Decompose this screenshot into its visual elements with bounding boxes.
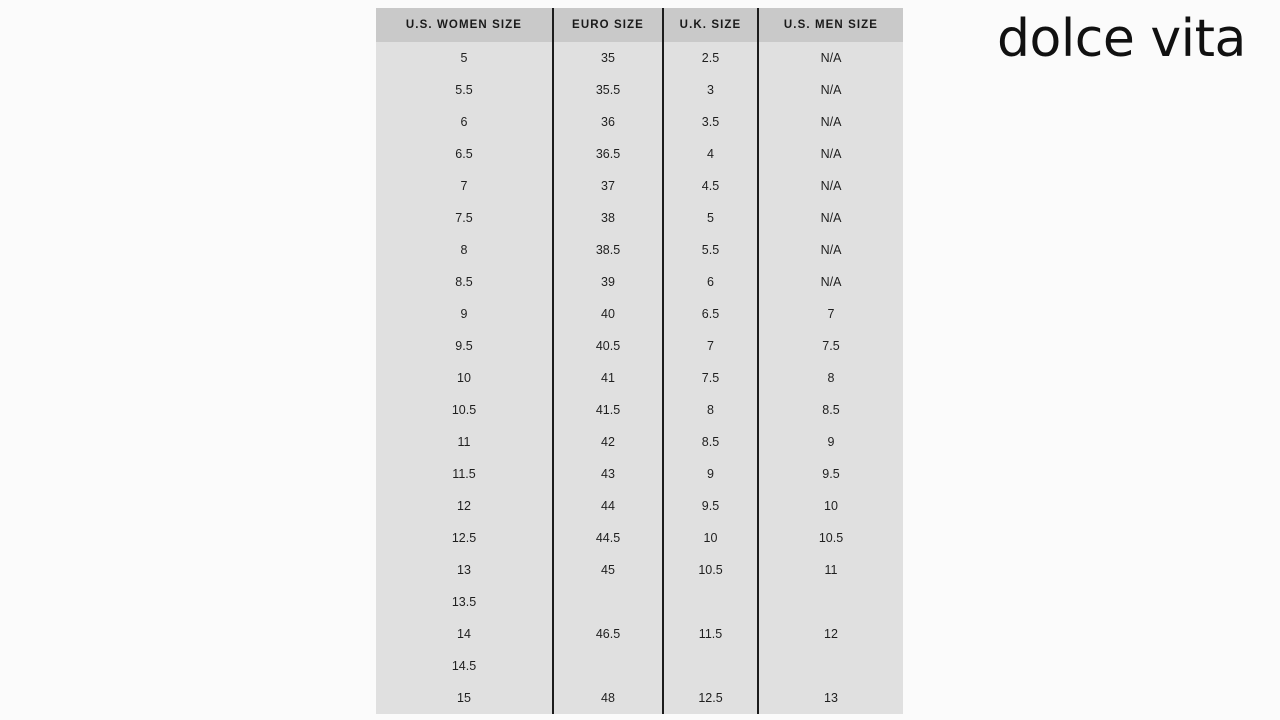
cell-us-men: 9 [758,426,903,458]
table-row [376,650,903,682]
cell-euro: 42 [553,426,663,458]
cell-us-men: N/A [758,202,903,234]
cell-uk: 5 [663,202,758,234]
cell-euro: 35.5 [553,74,663,106]
cell-uk: 4 [663,138,758,170]
cell-us-men: N/A [758,42,903,74]
cell-us-women: 12 [376,490,553,522]
cell-euro: 41.5 [553,394,663,426]
cell-euro: 36.5 [553,138,663,170]
cell-euro: 40 [553,298,663,330]
table-row [376,490,903,522]
cell-uk: 9.5 [663,490,758,522]
table-row [376,330,903,362]
table-row [376,362,903,394]
cell-us-women: 12.5 [376,522,553,554]
cell-euro: 41 [553,362,663,394]
cell-us-men: 8.5 [758,394,903,426]
cell-euro: 38 [553,202,663,234]
cell-euro: 45 [553,554,663,586]
cell-euro: 35 [553,42,663,74]
table-row [376,458,903,490]
cell-euro: 44.5 [553,522,663,554]
cell-us-women: 11 [376,426,553,458]
cell-us-men: N/A [758,234,903,266]
table-row [376,234,903,266]
cell-us-men: 8 [758,362,903,394]
cell-us-women: 8.5 [376,266,553,298]
cell-uk: 8 [663,394,758,426]
cell-us-women: 14.5 [376,650,553,682]
table-row [376,266,903,298]
cell-uk: 6 [663,266,758,298]
table-row [376,426,903,458]
cell-us-men: 7 [758,298,903,330]
cell-uk [663,650,758,682]
cell-us-men: 9.5 [758,458,903,490]
column-header-us-women: U.S. WOMEN SIZE [376,8,553,42]
cell-us-men: N/A [758,138,903,170]
cell-us-men: N/A [758,74,903,106]
column-header-euro: EURO SIZE [553,8,663,42]
cell-uk: 3.5 [663,106,758,138]
cell-us-women: 7 [376,170,553,202]
cell-euro: 43 [553,458,663,490]
cell-us-men [758,650,903,682]
cell-us-women: 11.5 [376,458,553,490]
cell-us-men: 10 [758,490,903,522]
cell-us-women: 14 [376,618,553,650]
cell-euro: 48 [553,682,663,714]
cell-euro: 39 [553,266,663,298]
table-row [376,554,903,586]
table-row [376,138,903,170]
cell-uk: 9 [663,458,758,490]
table-row [376,586,903,618]
cell-us-women: 10 [376,362,553,394]
table-row [376,74,903,106]
cell-us-women: 6.5 [376,138,553,170]
cell-us-men: 10.5 [758,522,903,554]
table-row [376,170,903,202]
cell-us-women: 9.5 [376,330,553,362]
cell-us-women: 10.5 [376,394,553,426]
cell-us-women: 5.5 [376,74,553,106]
cell-uk: 11.5 [663,618,758,650]
cell-euro: 44 [553,490,663,522]
table-header [376,8,903,42]
table-row [376,42,903,74]
cell-uk: 12.5 [663,682,758,714]
cell-us-men [758,586,903,618]
cell-uk: 7.5 [663,362,758,394]
cell-euro: 38.5 [553,234,663,266]
cell-us-women: 8 [376,234,553,266]
cell-us-women: 9 [376,298,553,330]
cell-uk [663,586,758,618]
table-row [376,106,903,138]
table-row [376,618,903,650]
cell-us-men: N/A [758,266,903,298]
cell-euro: 36 [553,106,663,138]
cell-us-women: 5 [376,42,553,74]
cell-us-women: 13.5 [376,586,553,618]
cell-us-men: N/A [758,106,903,138]
cell-uk: 3 [663,74,758,106]
cell-us-women: 15 [376,682,553,714]
table-header-row [376,8,903,42]
cell-uk: 8.5 [663,426,758,458]
cell-us-women: 7.5 [376,202,553,234]
cell-us-men: 13 [758,682,903,714]
table-row [376,682,903,714]
cell-euro: 46.5 [553,618,663,650]
cell-uk: 10.5 [663,554,758,586]
cell-uk: 10 [663,522,758,554]
cell-euro: 40.5 [553,330,663,362]
table-row [376,202,903,234]
table-row [376,298,903,330]
cell-us-men: N/A [758,170,903,202]
cell-us-women: 13 [376,554,553,586]
cell-euro: 37 [553,170,663,202]
brand-logo: dolce vita [997,9,1246,69]
cell-us-women: 6 [376,106,553,138]
cell-us-men: 11 [758,554,903,586]
table-row [376,522,903,554]
table-row [376,394,903,426]
cell-uk: 6.5 [663,298,758,330]
cell-uk: 7 [663,330,758,362]
cell-uk: 5.5 [663,234,758,266]
cell-euro [553,650,663,682]
cell-uk: 2.5 [663,42,758,74]
column-header-uk: U.K. SIZE [663,8,758,42]
table-body [376,42,903,714]
cell-euro [553,586,663,618]
cell-us-men: 7.5 [758,330,903,362]
cell-uk: 4.5 [663,170,758,202]
column-header-us-men: U.S. MEN SIZE [758,8,903,42]
cell-us-men: 12 [758,618,903,650]
size-conversion-table [376,8,903,714]
